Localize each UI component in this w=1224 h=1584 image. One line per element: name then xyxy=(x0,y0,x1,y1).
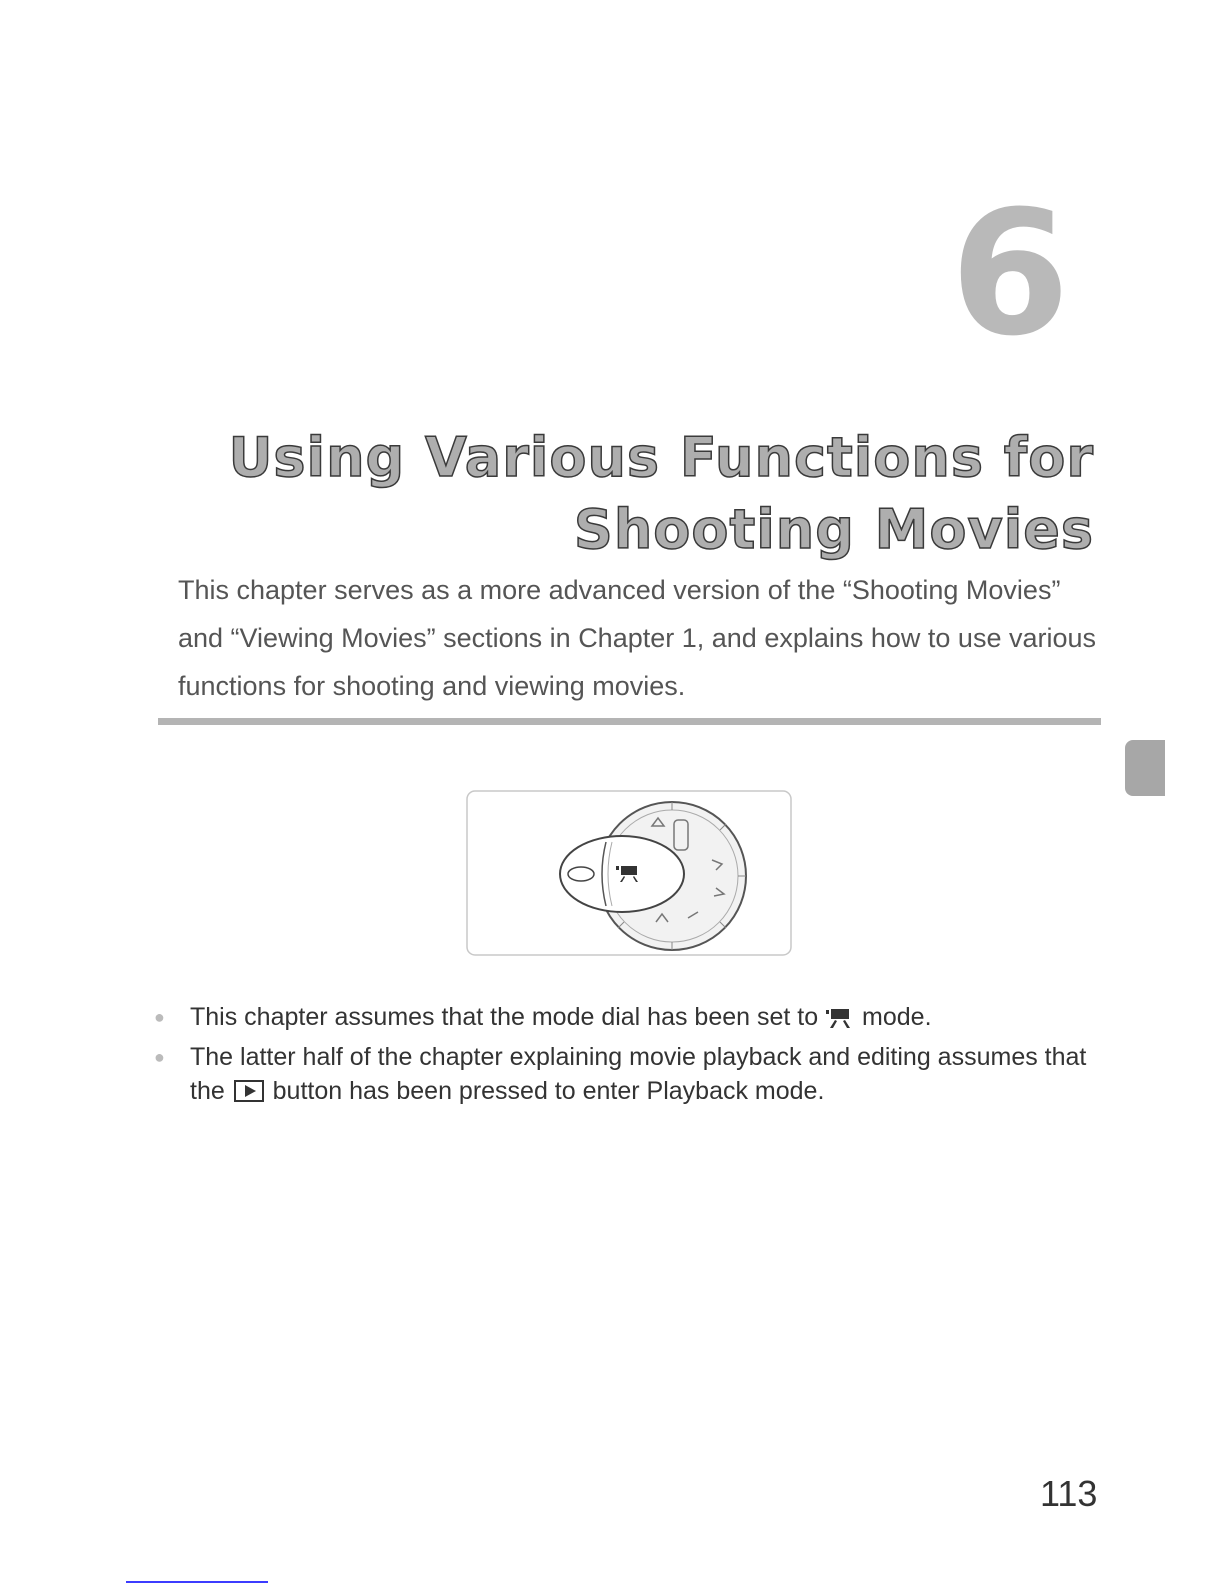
bullet-icon: ● xyxy=(154,1047,165,1067)
bullet-text-end: mode. xyxy=(855,1003,932,1031)
chapter-side-tab xyxy=(1125,740,1165,796)
chapter-title-line-2: Shooting Movies xyxy=(573,498,1094,561)
list-item xyxy=(154,1040,1094,1108)
playback-button-icon xyxy=(234,1080,264,1102)
page-number: 113 xyxy=(1040,1473,1098,1514)
bullet-text-end: button has been pressed to enter Playback mode. xyxy=(265,1077,825,1105)
bullet-text-start: This chapter assumes that the mode dial has been set to xyxy=(190,1003,826,1031)
assumption-list xyxy=(154,1000,1094,1114)
mode-dial-illustration xyxy=(466,790,792,956)
chapter-title-line-1: Using Various Functions for xyxy=(228,426,1094,489)
mode-dial-icon xyxy=(466,790,792,956)
movie-mode-icon xyxy=(825,1006,855,1030)
section-divider xyxy=(158,718,1101,725)
list-item xyxy=(154,1000,1094,1034)
bullet-icon: ● xyxy=(154,1007,165,1027)
chapter-number: 6 xyxy=(950,173,1070,374)
bottom-link-underline xyxy=(126,1581,268,1583)
chapter-intro: This chapter serves as a more advanced version of the “Shooting Movies” and “Viewing Movies” sections in Chapter 1, and explains how to use various functions for shooting and viewing movies. xyxy=(178,575,1096,701)
bullet-text-start: The latter half of the chapter explaining movie playback and editing assumes that the xyxy=(190,1043,1087,1105)
